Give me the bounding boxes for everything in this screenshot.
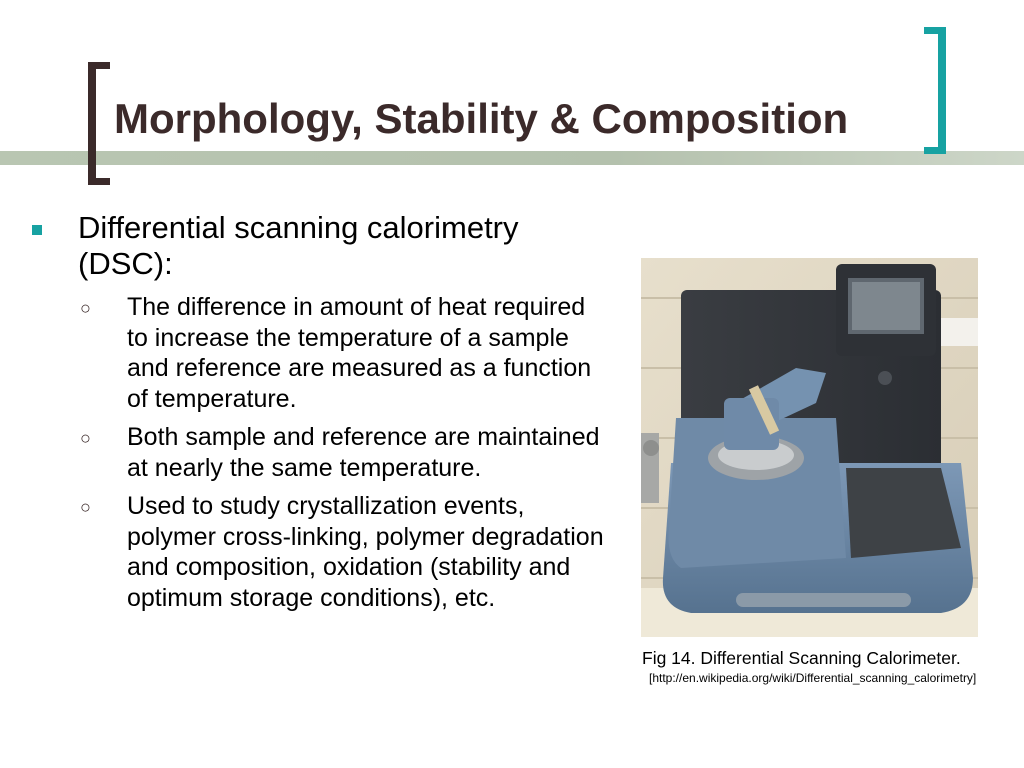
dsc-instrument-photo: [641, 258, 978, 637]
sub-bullet-text: Both sample and reference are maintained at nearly the same temperature.: [127, 423, 600, 482]
bullet-item: [30, 210, 610, 282]
bullet-text: Differential scanning calorimetry (DSC):: [78, 210, 519, 281]
circle-bullet-icon: ○: [80, 298, 91, 318]
figure-caption: Fig 14. Differential Scanning Calorimeter.: [642, 648, 961, 668]
sub-bullet-item: [30, 491, 607, 613]
sub-bullet-text: The difference in amount of heat required to increase the temperature of a sample and reference are measured as a function of temperature.: [127, 293, 592, 413]
sub-bullet-text: Used to study crystallization events, polymer cross-linking, polymer degradation and composition, oxidation (stability and optimum storage conditions), etc.: [127, 492, 604, 612]
right-bracket-icon: [924, 27, 946, 154]
circle-bullet-icon: ○: [80, 497, 91, 517]
sub-bullet-item: [30, 422, 607, 483]
title-rule: [0, 151, 1024, 165]
sub-bullet-item: [30, 292, 607, 414]
slide-body: [30, 210, 610, 621]
circle-bullet-icon: ○: [80, 428, 91, 448]
square-bullet-icon: [32, 225, 42, 235]
slide-title: Morphology, Stability & Composition: [114, 95, 849, 142]
figure-source: [http://en.wikipedia.org/wiki/Differential_scanning_calorimetry]: [649, 671, 977, 685]
left-bracket-icon: [88, 62, 108, 185]
